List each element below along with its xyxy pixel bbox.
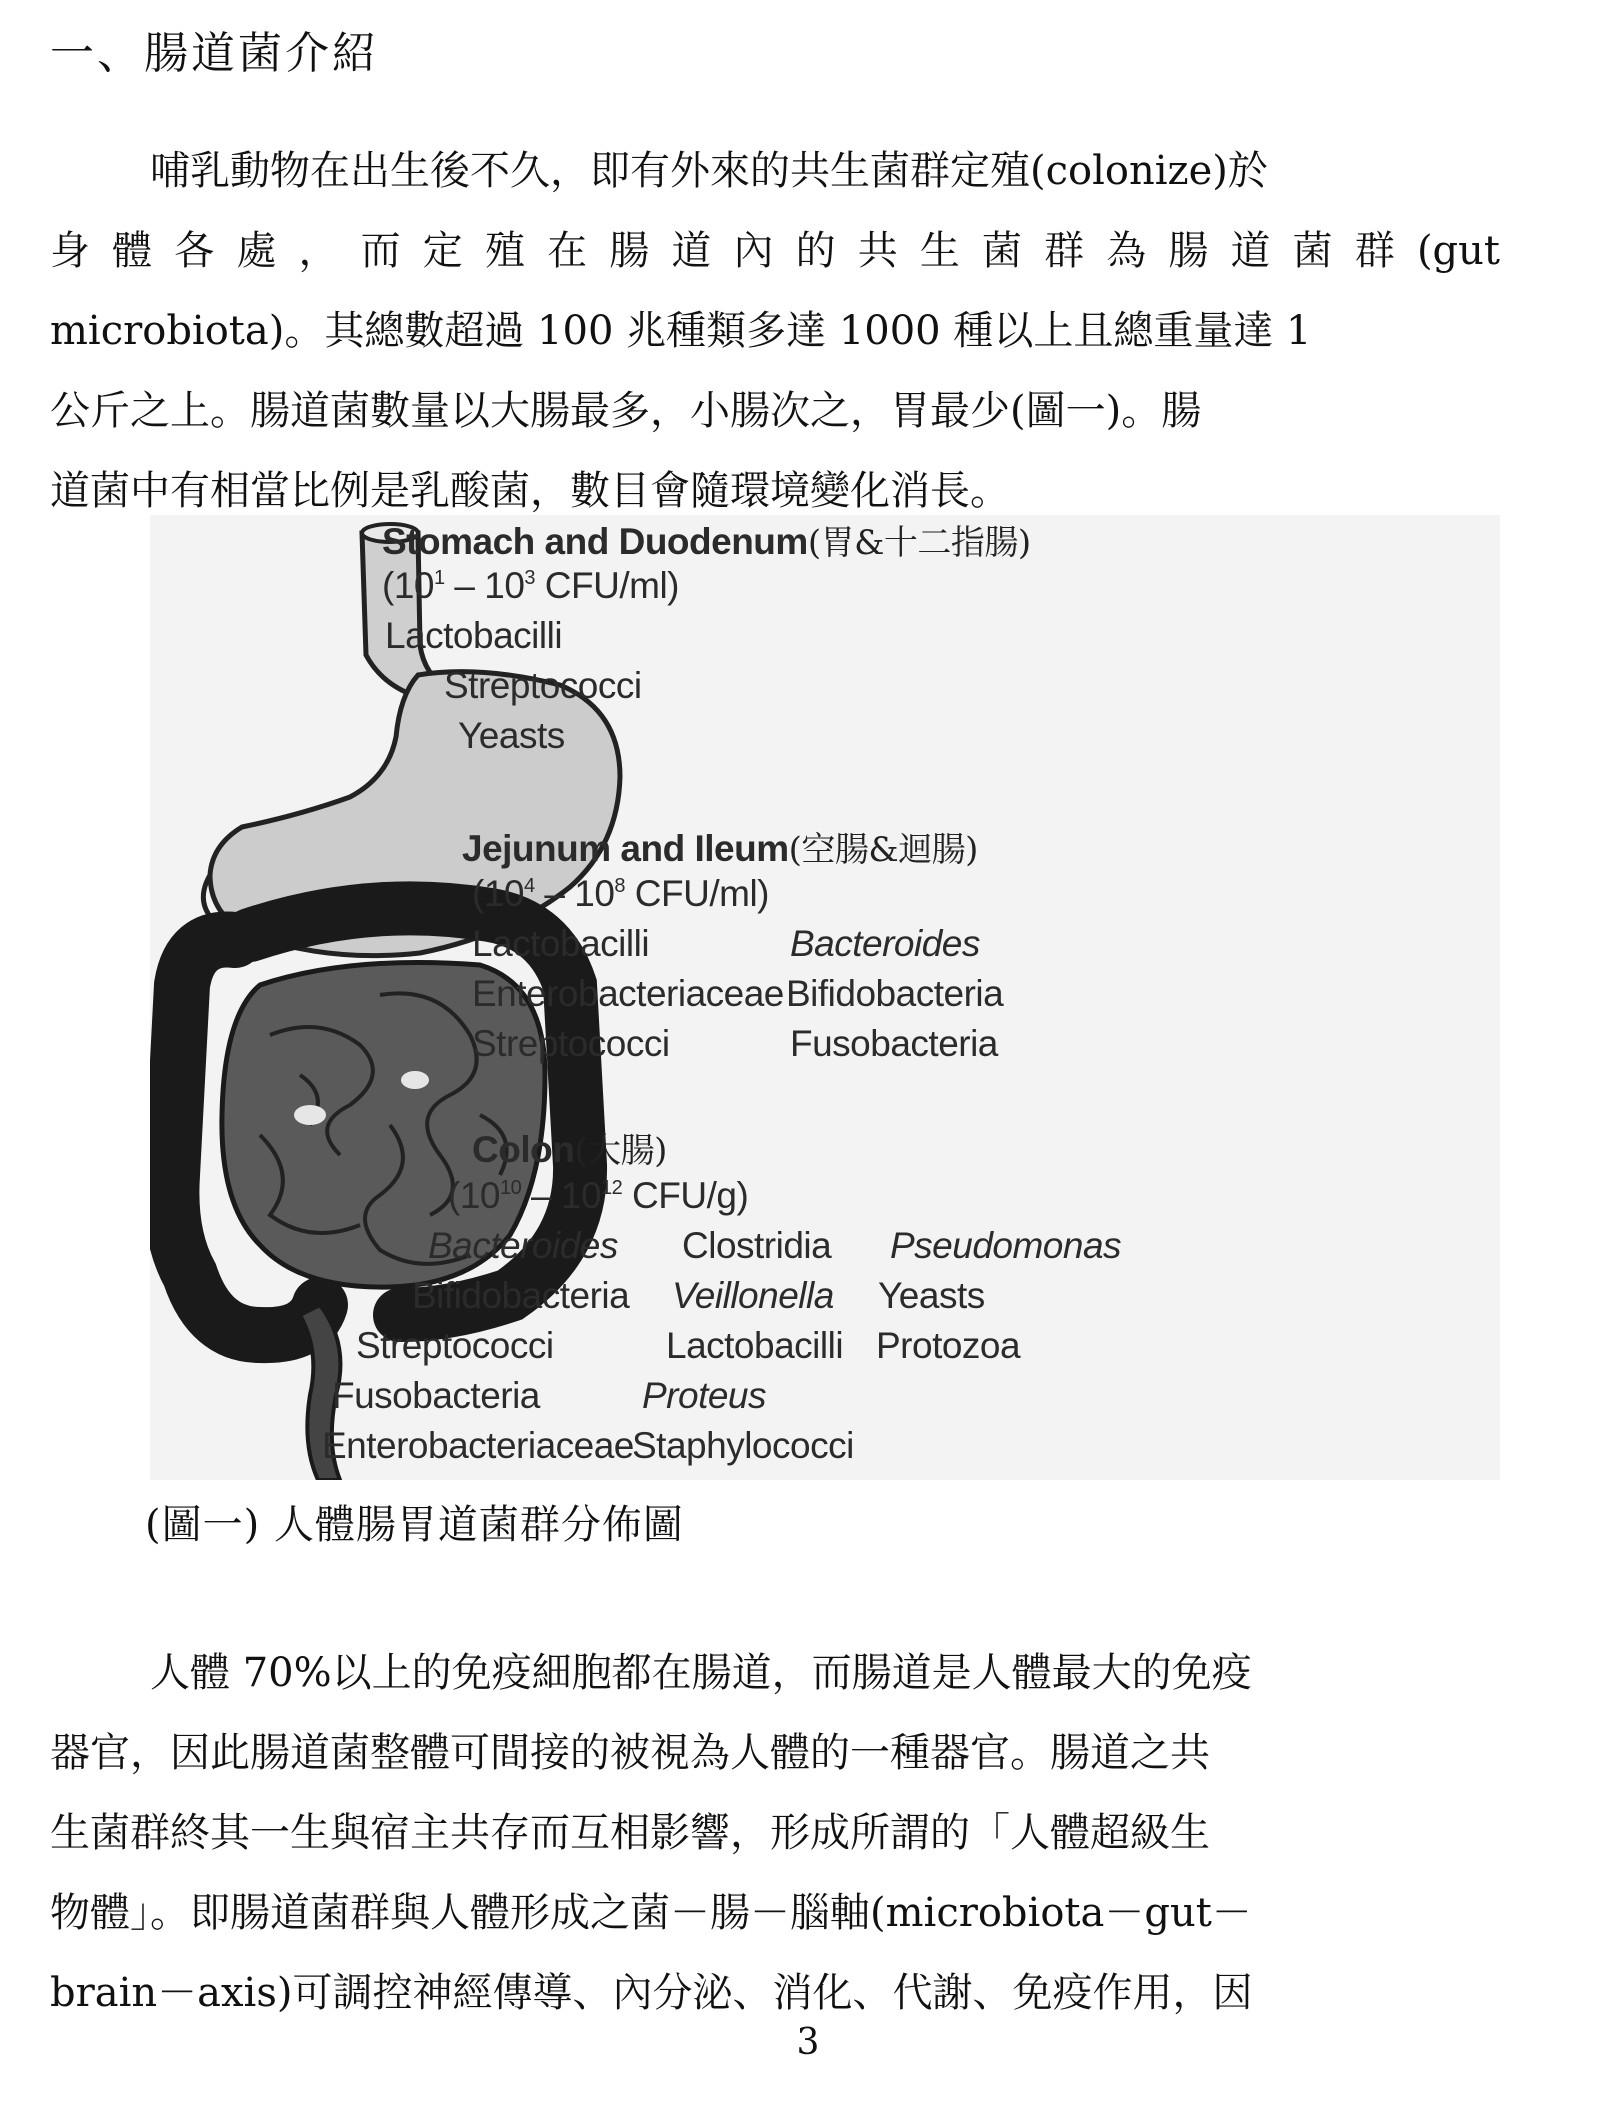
paragraph-line: brain－axis)可調控神經傳導、內分泌、消化、代謝、免疫作用，因 — [50, 1970, 1253, 2016]
section-heading: 一、腸道菌介紹 — [50, 28, 379, 79]
jejunum-title: Jejunum and Ileum(空腸&迴腸) — [462, 828, 978, 870]
paragraph-line: 物體」。即腸道菌群與人體形成之菌－腸－腦軸(microbiota－gut－ — [50, 1890, 1252, 1936]
colon-item: Protozoa — [876, 1325, 1021, 1366]
page-number: 3 — [796, 2022, 820, 2063]
colon-item: Lactobacilli — [666, 1325, 844, 1366]
colon-item: Clostridia — [682, 1225, 832, 1266]
stomach-item: Yeasts — [458, 715, 565, 756]
stomach-range: ($10^1 - 10^3$ CFU/ml) — [382, 565, 679, 606]
stomach-item: Lactobacilli — [385, 615, 563, 656]
jejunum-item: Bacteroides — [790, 923, 980, 964]
paragraph-line: 人體 70%以上的免疫細胞都在腸道，而腸道是人體最大的免疫 — [150, 1650, 1252, 1696]
colon-item: Pseudomonas — [890, 1225, 1122, 1266]
paragraph-line: 哺乳動物在出生後不久，即有外來的共生菌群定殖(colonize)於 — [150, 148, 1268, 194]
jejunum-range: ($10^4 - 10^8$ CFU/ml) — [472, 873, 769, 914]
paragraph-line: 道菌中有相當比例是乳酸菌，數目會隨環境變化消長。 — [50, 468, 1010, 514]
figure-caption: (圖一) 人體腸胃道菌群分佈圖 — [145, 1502, 684, 1548]
colon-item: Fusobacteria — [332, 1375, 540, 1416]
colon-item: Bifidobacteria — [412, 1275, 630, 1316]
stomach-item: Streptococci — [444, 665, 642, 706]
paragraph-line: 器官，因此腸道菌整體可間接的被視為人體的一種器官。腸道之共 — [50, 1730, 1210, 1776]
jejunum-item: Fusobacteria — [790, 1023, 998, 1064]
intro-paragraph — [50, 131, 1500, 531]
jejunum-item: Bifidobacteria — [786, 973, 1004, 1014]
colon-range: ($10^{10} - 10^{12}$ CFU/g) — [448, 1175, 749, 1216]
colon-item: Streptococci — [356, 1325, 554, 1366]
colon-item: Bacteroides — [428, 1225, 618, 1266]
gut-microbiota-figure — [150, 515, 1500, 1480]
colon-item: Proteus — [642, 1375, 767, 1416]
colon-item: Yeasts — [878, 1275, 985, 1316]
jejunum-item: Lactobacilli — [472, 923, 650, 964]
jejunum-item: Streptococci — [472, 1023, 670, 1064]
colon-title: Colon(大腸) — [472, 1129, 667, 1171]
paragraph-line: microbiota)。其總數超過 100 兆種類多達 1000 種以上且總重量達 1 — [50, 308, 1312, 354]
paragraph-line: 身體各處，而定殖在腸道內的共生菌群為腸道菌群(gut — [50, 228, 1500, 274]
colon-item: Veillonella — [672, 1275, 834, 1316]
stomach-title: Stomach and Duodenum(胃&十二指腸) — [382, 521, 1031, 563]
colon-item: Staphylococci — [632, 1425, 854, 1466]
paragraph-line: 公斤之上。腸道菌數量以大腸最多，小腸次之，胃最少(圖一)。腸 — [50, 388, 1202, 434]
jejunum-item: Enterobacteriaceae — [472, 973, 784, 1014]
paragraph-line: 生菌群終其一生與宿主共存而互相影響，形成所謂的「人體超級生 — [50, 1810, 1210, 1856]
immune-paragraph — [50, 1633, 1500, 2033]
colon-item: Enterobacteriaceae — [322, 1425, 634, 1466]
